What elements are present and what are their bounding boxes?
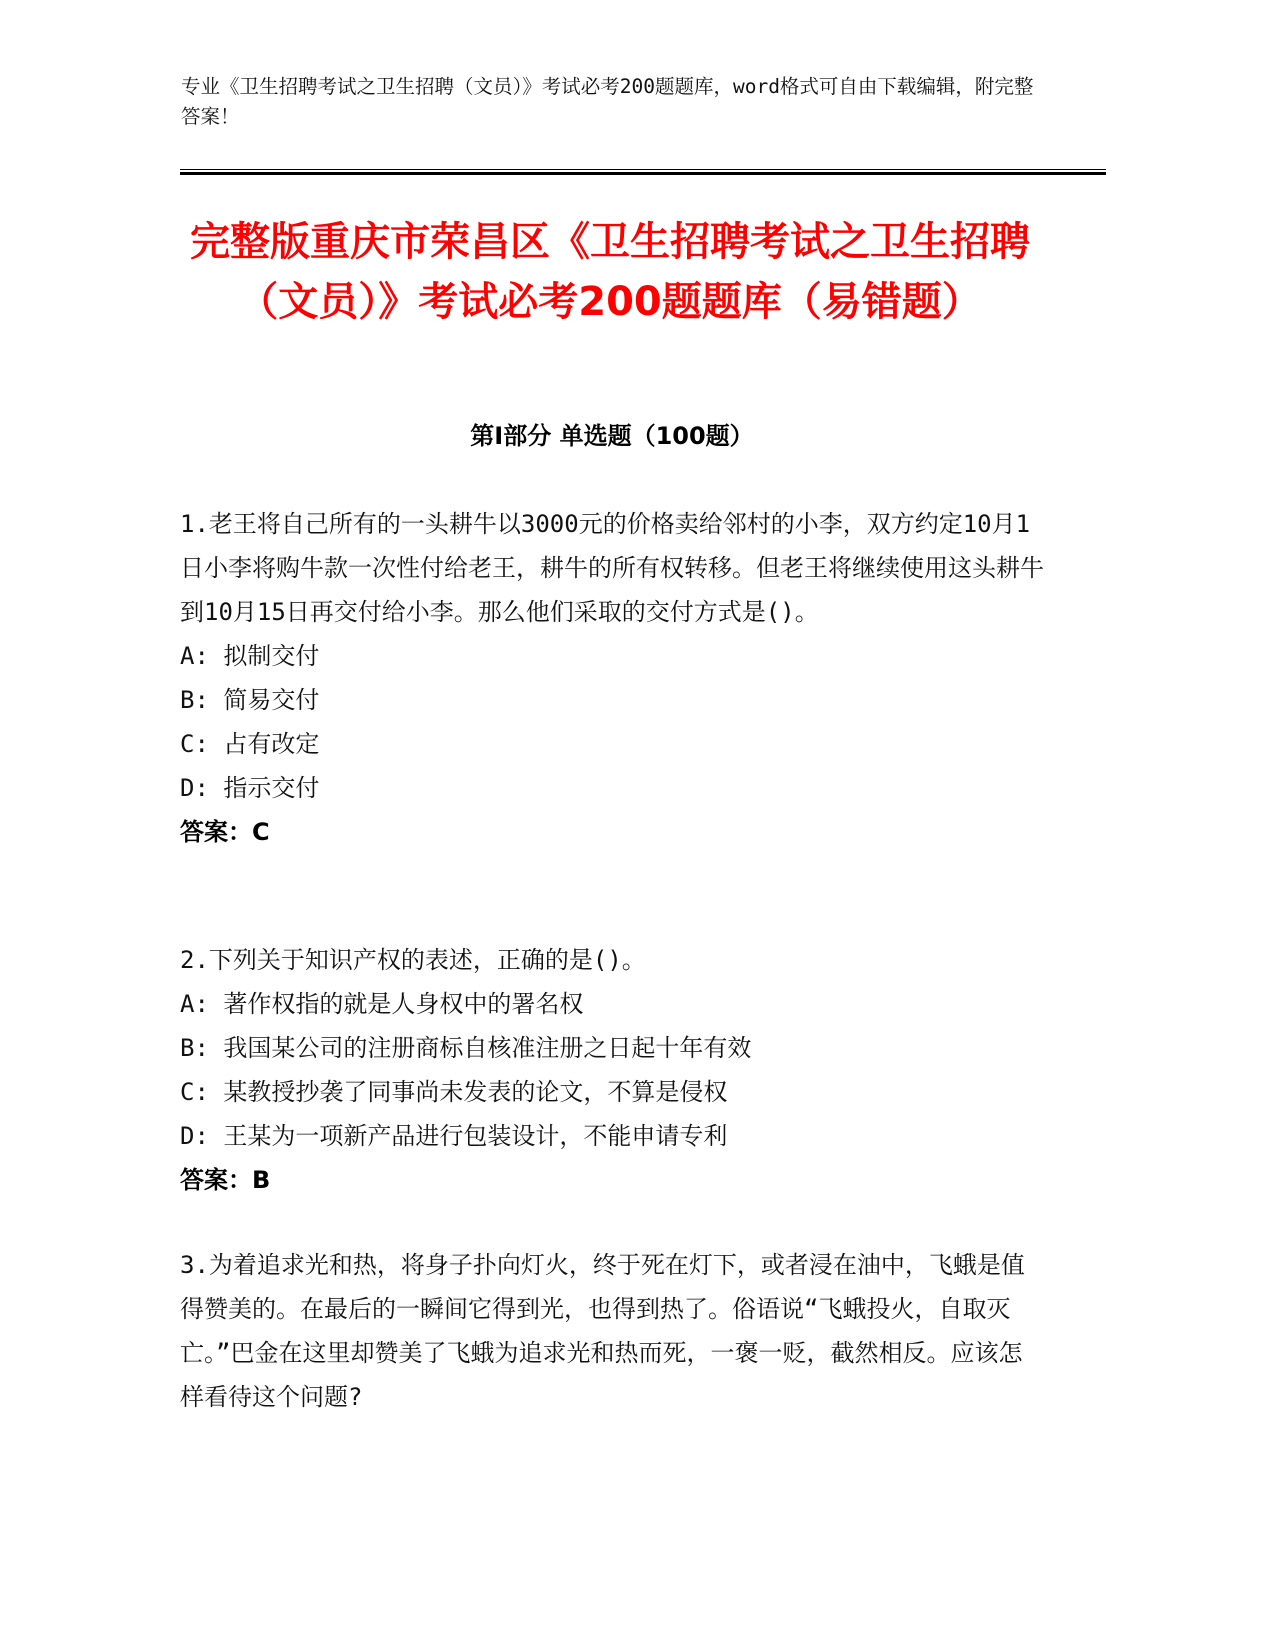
question-stem: 3.为着追求光和热，将身子扑向灯火，终于死在灯下，或者浸在油中，飞蛾是值得赞美的。在最后的一瞬间它得到光，也得到热了。俗语说“飞蛾投火，自取灭亡。”巴金在这里却赞美了飞蛾为追求光和热而死，一褒一贬，截然相反。应该怎样看待这个问题? <box>180 1251 1025 1411</box>
option-d: D: 王某为一项新产品进行包装设计，不能申请专利 <box>180 1122 728 1150</box>
header-divider-thick <box>180 172 1106 175</box>
question-3 <box>180 1243 1044 1419</box>
answer-line: 答案：C <box>180 818 270 846</box>
document-title: 完整版重庆市荣昌区《卫生招聘考试之卫生招聘（文员）》考试必考200题题库（易错题） <box>190 219 1030 325</box>
header-divider-thin <box>180 169 1106 170</box>
question-stem: 2.下列关于知识产权的表述，正确的是()。 <box>180 946 646 974</box>
option-c: C: 某教授抄袭了同事尚未发表的论文，不算是侵权 <box>180 1078 728 1106</box>
option-a: A: 拟制交付 <box>180 642 320 670</box>
question-1 <box>180 502 1044 854</box>
question-stem: 1.老王将自己所有的一头耕牛以3000元的价格卖给邻村的小李，双方约定10月1日小李将购牛款一次性付给老王，耕牛的所有权转移。但老王将继续使用这头耕牛到10月15日再交付给小李。那么他们采取的交付方式是()。 <box>180 510 1044 626</box>
section-heading: 第I部分 单选题（100题） <box>470 422 754 450</box>
option-c: C: 占有改定 <box>180 730 320 758</box>
option-a: A: 著作权指的就是人身权中的署名权 <box>180 990 584 1018</box>
option-d: D: 指示交付 <box>180 774 320 802</box>
header-note: 专业《卫生招聘考试之卫生招聘（文员）》考试必考200题题库，word格式可自由下载编辑，附完整答案！ <box>181 75 1034 128</box>
question-2 <box>180 938 1044 1202</box>
option-b: B: 我国某公司的注册商标自核准注册之日起十年有效 <box>180 1034 752 1062</box>
option-b: B: 简易交付 <box>180 686 320 714</box>
answer-line: 答案：B <box>180 1166 271 1194</box>
